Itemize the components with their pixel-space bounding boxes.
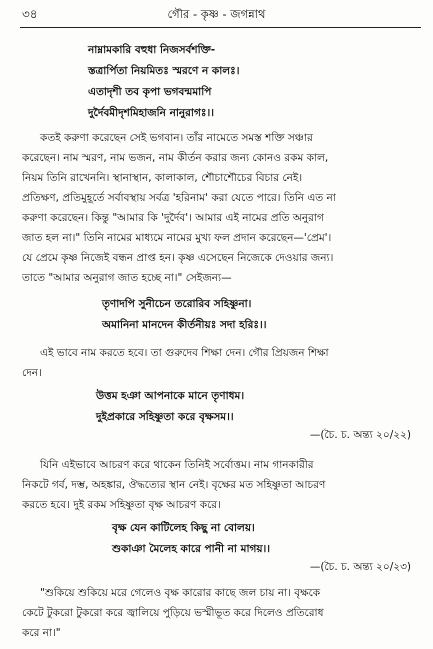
paragraph-line: করে না।" [22, 627, 61, 639]
page-number: ৩৪ [22, 7, 38, 21]
verse-line: শুকাঞা মৈলেহ কারে পানী না মাগয়।। [112, 543, 271, 555]
paragraph-line: প্রতিক্ষণ, প্রতিমুহূর্তে সর্বাবস্থায় সর্বত্র 'হরিনাম' করা যেতে পারে। তিনি এত না [22, 192, 336, 204]
paragraph-line: এই ভাবে নাম করতে হবে। তা গুরুদেব শিক্ষা দেন। গৌর প্রিয়জন শিক্ষা [40, 347, 329, 359]
paragraph-line: নিয়ম তিনি রাখেননি। স্থানাস্থান, কালাকাল, শৌচাশৌচের বিচার নেই। [22, 172, 303, 184]
running-title: গৌর - কৃষ্ণ - জগন্নাথ [167, 7, 266, 21]
citation-2: —(চৈ. চ. অন্ত্য ২০/২৩) [309, 561, 411, 573]
sanskrit-verse-2 [102, 294, 267, 336]
paragraph-3 [22, 455, 418, 515]
paragraph-line: করুণা করেছেন। কিন্তু "আমার কি 'দুর্দৈব'। আমার এই নামের প্রতি অনুরাগ [22, 212, 324, 224]
verse-line: উত্তম হঞা আপনাকে মানে তৃণাধম। [96, 390, 245, 402]
verse-line: স্তত্রার্পিতা নিয়মিতঃ স্মরণে ন কালঃ। [88, 65, 240, 77]
paragraph-line: যে প্রেমে কৃষ্ণ নিজেই বন্ধন প্রাপ্ত হন। কৃষ্ণ এসেছেন নিজেকে দেওয়ার জন্য। [22, 252, 334, 264]
paragraph-line: জাত হল না।" তিনি নামের মাধ্যমে নামের মুখ্য ফল প্রদান করেছেন—'প্রেম'। [22, 232, 332, 244]
paragraph-line: করতে হবে। দুই রকম সহিষ্ণুতা বৃক্ষ আচরণ করে। [22, 499, 221, 511]
verse-line: দুর্দৈবমীদৃশমিহাজনি নানুরাগঃ।। [88, 107, 214, 119]
bengali-verse-3 [96, 386, 244, 428]
bengali-verse-4 [112, 518, 270, 560]
page-header [0, 6, 433, 24]
verse-line: দুইপ্রকারে সহিষ্ণুতা করে বৃক্ষসম।। [96, 411, 234, 423]
paragraph-line: নিকটে গর্ব, দম্ভ, অহঙ্কার, ঔদ্ধত্যের স্থান নেই। বৃক্ষের মত সহিষ্ণুতা আচরণ [22, 479, 326, 491]
verse-line: এতাদৃশী তব কৃপা ভগবন্মমাপি [88, 86, 212, 98]
paragraph-line: করেছেন। নাম স্মরণ, নাম ভজন, নাম কীর্তন করার জন্য কোনও রকম কাল, [22, 152, 329, 164]
sanskrit-verse-1 [88, 40, 239, 124]
header-rule [20, 27, 421, 28]
paragraph-2 [22, 343, 418, 383]
citation-1: —(চৈ. চ. অন্ত্য ২০/২২) [309, 429, 411, 441]
verse-line: বৃক্ষ যেন কাটিলেহ কিছু না বোলয়। [112, 522, 255, 534]
paragraph-line: তাতে "আমার অনুরাগ জাত হচ্ছে না।" সেইজন্য— [22, 272, 232, 284]
paragraph-1 [22, 128, 418, 288]
paragraph-line: দেন। [22, 367, 42, 379]
paragraph-4 [22, 583, 418, 643]
paragraph-line: কতই করুণা করেছেন সেই ভগবান। তাঁর নামেতে সমস্ত শক্তি সঞ্চার [40, 132, 313, 144]
paragraph-line: "শুকিয়ে শুকিয়ে মরে গেলেও বৃক্ষ কারোর কাছে জল চায় না। বৃক্ষকে [40, 587, 321, 599]
paragraph-line: কেটে টুকরো টুকরো করে জ্বালিয়ে পুড়িয়ে ভস্মীভূত করে দিলেও প্রতিরোধ [22, 607, 324, 619]
verse-line: অমানিনা মানদেন কীর্তনীয়ঃ সদা হরিঃ।। [102, 319, 267, 331]
verse-line: নাম্নামকারি বহুধা নিজসর্বশক্তি- [88, 44, 216, 56]
paragraph-line: যিনি এইভাবে আচরণ করে থাকেন তিনিই সর্বোত্তম। নাম গানকারীর [40, 459, 314, 471]
verse-line: তৃণাদপি সুনীচেন তরোরিব সহিষ্ণুনা। [102, 298, 252, 310]
